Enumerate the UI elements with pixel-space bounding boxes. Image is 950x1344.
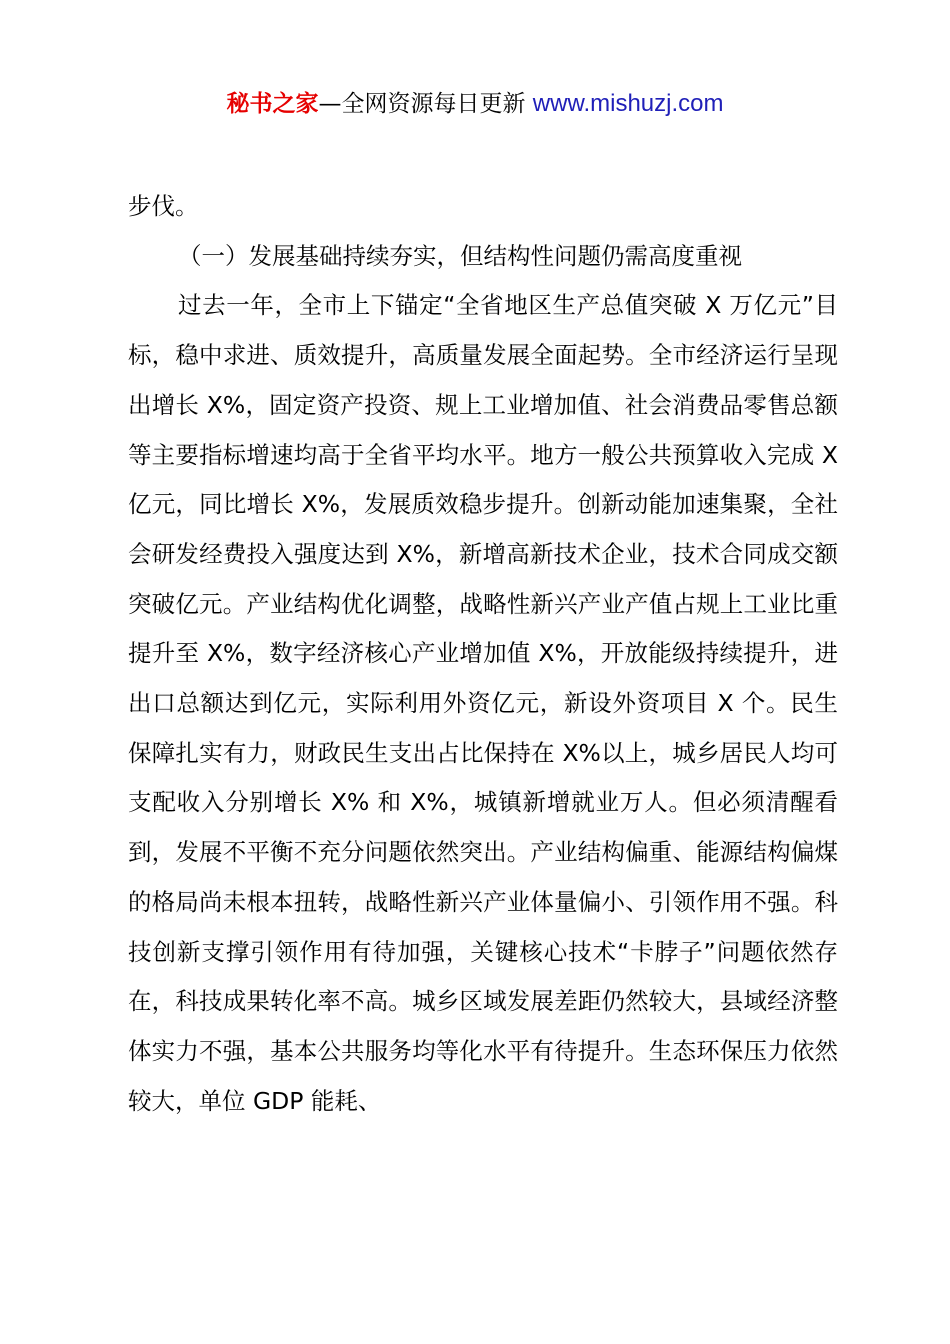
document-body: [128, 182, 838, 1126]
site-url-link[interactable]: www.mishuzj.com: [532, 90, 724, 117]
site-tagline: —全网资源每日更新: [318, 91, 533, 117]
body-paragraph: 过去一年，全市上下锚定“全省地区生产总值突破 X 万亿元”目标，稳中求进、质效提升，高质量发展全面起势。全市经济运行呈现出增长 X%，固定资产投资、规上工业增加值、社会消费品零售总额等主要指标增速均高于全省平均水平。地方一般公共预算收入完成 X 亿元，同比增长 X%，发展质效稳步提升。创新动能加速集聚，全社会研发经费投入强度达到 X%，新增高新技术企业，技术合同成交额突破亿元。产业结构优化调整，战略性新兴产业产值占规上工业比重提升至 X%，数字经济核心产业增加值 X%，开放能级持续提升，进出口总额达到亿元，实际利用外资亿元，新设外资项目 X 个。民生保障扎实有力，财政民生支出占比保持在 X%以上，城乡居民人均可支配收入分别增长 X% 和 X%，城镇新增就业万人。但必须清醒看到，发展不平衡不充分问题依然突出。产业结构偏重、能源结构偏煤的格局尚未根本扭转，战略性新兴产业体量偏小、引领作用不强。科技创新支撑引领作用有待加强，关键核心技术“卡脖子”问题依然存在，科技成果转化率不高。城乡区域发展差距仍然较大，县域经济整体实力不强，基本公共服务均等化水平有待提升。生态环保压力依然较大，单位 GDP 能耗、: [128, 291, 838, 1115]
site-header: [0, 86, 950, 122]
site-brand: 秘书之家: [226, 91, 319, 117]
paragraph-fragment: 步伐。: [128, 192, 199, 220]
section-heading: （一）发展基础持续夯实，但结构性问题仍需高度重视: [178, 241, 742, 270]
